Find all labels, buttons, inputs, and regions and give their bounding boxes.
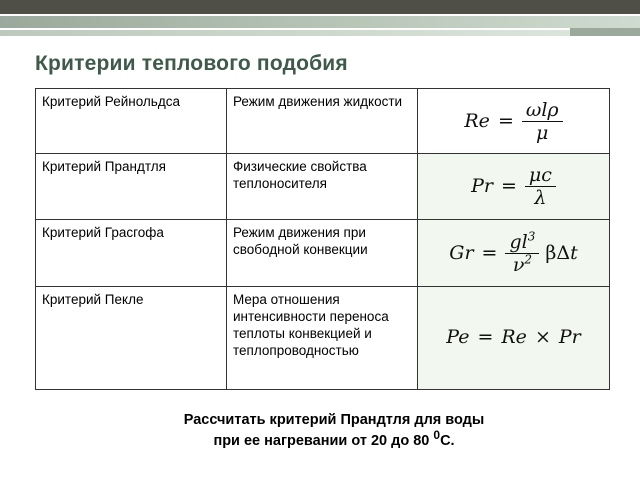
degree-superscript: 0 — [433, 428, 441, 443]
formula-equals: = — [477, 326, 494, 348]
criterion-name: Критерий Прандтля — [36, 154, 227, 220]
formula-equals: = — [481, 241, 498, 264]
formula-numerator: μc — [525, 164, 556, 187]
table-row — [36, 220, 610, 287]
criterion-description: Мера отношения интенсивности переноса теплоты конвекцией и теплопроводностью — [227, 287, 418, 390]
criterion-description: Режим движения жидкости — [227, 89, 418, 154]
table-row — [36, 89, 610, 154]
formula-denominator — [509, 254, 536, 276]
task-text — [0, 410, 640, 452]
formula-lhs: Pr — [471, 175, 493, 197]
task-line-2-unit: С. — [440, 433, 455, 449]
table-row — [36, 287, 610, 390]
criterion-name: Критерий Пекле — [36, 287, 227, 390]
formula-fraction — [522, 99, 563, 144]
formula-numerator: ωlρ — [522, 99, 563, 122]
task-line-2 — [0, 428, 640, 452]
criteria-table — [35, 88, 610, 390]
formula-numerator-base: gl — [509, 230, 528, 253]
slide-title: Критерии теплового подобия — [35, 52, 348, 75]
formula-equals: = — [497, 109, 514, 132]
grashof-formula — [449, 231, 577, 276]
formula-denominator-base: ν — [512, 253, 525, 276]
prandtl-formula — [471, 164, 556, 209]
criterion-formula-cell — [418, 154, 610, 220]
criterion-formula-cell — [418, 220, 610, 287]
formula-tail-variable: t — [570, 241, 578, 264]
formula-fraction — [525, 164, 556, 209]
formula-multiply: × — [534, 326, 551, 348]
formula-tail-symbols: βΔ — [545, 241, 571, 264]
task-line-2-text: при ее нагревании от 20 до 80 — [213, 433, 434, 449]
header-light-band-secondary — [0, 30, 640, 36]
header-light-band — [0, 16, 640, 28]
criterion-name: Критерий Грасгофа — [36, 220, 227, 287]
criterion-formula-cell — [418, 287, 610, 390]
formula-tail — [545, 241, 578, 264]
criterion-name: Критерий Рейнольдса — [36, 89, 227, 154]
reynolds-formula — [464, 99, 562, 144]
formula-operand-b: Pr — [558, 326, 581, 348]
formula-numerator-exponent: 3 — [527, 229, 536, 244]
table-row — [36, 154, 610, 220]
criterion-description: Физические свойства теплоносителя — [227, 154, 418, 220]
formula-denominator: μ — [536, 121, 549, 144]
formula-equals: = — [500, 175, 517, 197]
criterion-description: Режим движения при свободной конвекции — [227, 220, 418, 287]
formula-lhs: Re — [464, 109, 490, 132]
formula-numerator — [505, 231, 539, 254]
header-dark-band — [0, 0, 640, 14]
formula-lhs: Gr — [449, 241, 474, 264]
formula-operand-a: Re — [501, 326, 527, 348]
formula-fraction — [505, 231, 539, 276]
task-line-1: Рассчитать критерий Прандтля для воды — [183, 412, 485, 428]
peclet-formula — [446, 326, 581, 348]
criterion-formula-cell — [418, 89, 610, 154]
formula-denominator-exponent: 2 — [524, 252, 533, 267]
formula-denominator: λ — [534, 187, 547, 209]
header-band-tab — [570, 28, 640, 36]
formula-lhs: Pe — [446, 326, 470, 348]
